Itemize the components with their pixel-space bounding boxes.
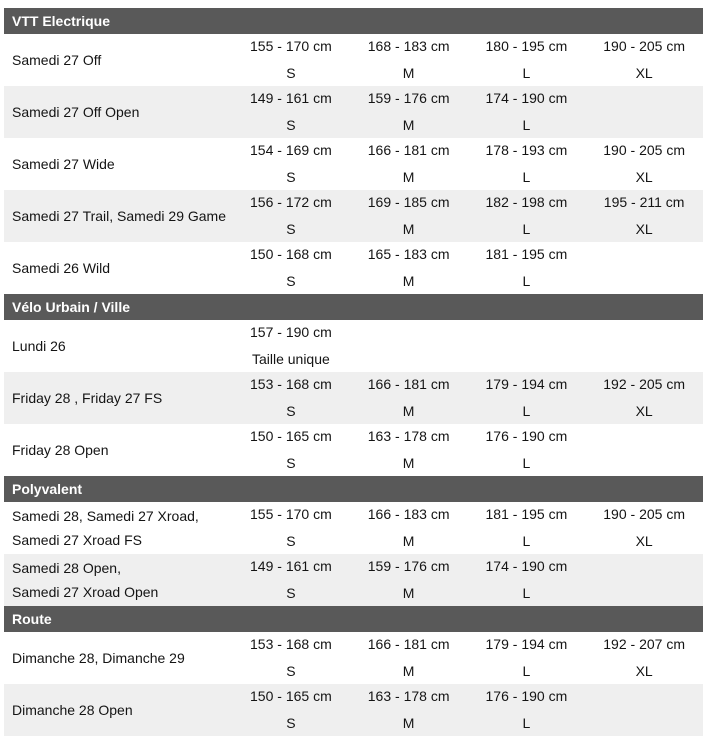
size-label: M [402, 65, 415, 81]
size-cell [350, 372, 468, 424]
height-range: 182 - 198 cm [485, 194, 568, 210]
size-cell [232, 86, 350, 138]
bike-model-name-line: Samedi 27 Off [12, 52, 102, 68]
size-cell [468, 242, 586, 294]
section-title: Polyvalent [12, 481, 83, 497]
size-label: M [402, 403, 415, 419]
size-cell [350, 34, 468, 86]
height-range: 166 - 183 cm [367, 506, 450, 522]
size-cell [468, 34, 586, 86]
height-range: 150 - 165 cm [250, 428, 332, 444]
size-label: S [286, 715, 296, 731]
size-cell [468, 502, 586, 554]
height-range: 176 - 190 cm [485, 428, 568, 444]
table-row [4, 554, 703, 606]
size-cell [585, 684, 703, 736]
size-label: M [402, 715, 415, 731]
size-cell [232, 632, 350, 684]
size-chart-section [4, 294, 703, 476]
size-cell [350, 242, 468, 294]
bike-model-name-line: Samedi 27 Xroad Open [12, 584, 159, 600]
size-cell [468, 138, 586, 190]
size-label: L [522, 117, 531, 133]
size-cell [232, 372, 350, 424]
height-range: 163 - 178 cm [367, 688, 450, 704]
size-label: S [286, 117, 296, 133]
height-range: 157 - 190 cm [250, 324, 332, 340]
size-label: L [522, 585, 531, 601]
size-chart-section [4, 8, 703, 294]
bike-model-name [4, 684, 232, 736]
size-cell [232, 554, 350, 606]
size-label: XL [635, 663, 653, 679]
table-row [4, 138, 703, 190]
size-cell [468, 632, 586, 684]
height-range: 159 - 176 cm [367, 558, 450, 574]
size-cell [468, 684, 586, 736]
bike-model-name-line: Samedi 26 Wild [12, 260, 111, 276]
table-row [4, 372, 703, 424]
bike-model-name-line: Dimanche 28, Dimanche 29 [12, 650, 185, 666]
bike-model-name [4, 424, 232, 476]
bike-model-name [4, 138, 232, 190]
bike-model-name [4, 34, 232, 86]
height-range: 181 - 195 cm [485, 506, 568, 522]
bike-model-name-line: Samedi 28, Samedi 27 Xroad, [12, 508, 199, 524]
size-label: S [286, 221, 296, 237]
section-rows [4, 502, 703, 606]
size-label: M [402, 533, 415, 549]
section-header [4, 476, 703, 502]
size-cell [585, 372, 703, 424]
height-range: 168 - 183 cm [367, 38, 450, 54]
height-range: 154 - 169 cm [250, 142, 332, 158]
height-range: 190 - 205 cm [603, 38, 685, 54]
size-cell [350, 632, 468, 684]
size-cell [585, 138, 703, 190]
size-cell [468, 424, 586, 476]
size-cell [350, 684, 468, 736]
height-range: 174 - 190 cm [485, 90, 568, 106]
size-cell [585, 424, 703, 476]
size-cell [585, 320, 703, 372]
table-row [4, 86, 703, 138]
table-row [4, 424, 703, 476]
height-range: 190 - 205 cm [603, 142, 685, 158]
height-range: 179 - 194 cm [485, 376, 568, 392]
size-label: M [402, 169, 415, 185]
height-range: 159 - 176 cm [367, 90, 450, 106]
size-label: L [522, 715, 531, 731]
bike-model-name [4, 86, 232, 138]
size-chart-section [4, 476, 703, 606]
height-range: 178 - 193 cm [485, 142, 568, 158]
bike-model-name [4, 320, 232, 372]
height-range: 153 - 168 cm [250, 376, 332, 392]
table-row [4, 320, 703, 372]
table-row [4, 684, 703, 736]
height-range: 180 - 195 cm [485, 38, 568, 54]
height-range: 174 - 190 cm [485, 558, 568, 574]
size-cell [585, 242, 703, 294]
height-range: 166 - 181 cm [367, 376, 450, 392]
size-label: L [522, 273, 531, 289]
bike-model-name-line: Samedi 28 Open, [12, 560, 121, 576]
bike-model-name [4, 502, 232, 554]
size-cell [585, 190, 703, 242]
height-range: 166 - 181 cm [367, 636, 450, 652]
size-cell [468, 372, 586, 424]
bike-model-name [4, 190, 232, 242]
section-rows [4, 320, 703, 476]
size-cell [232, 242, 350, 294]
size-label: Taille unique [251, 351, 330, 367]
height-range: 155 - 170 cm [250, 38, 332, 54]
height-range: 155 - 170 cm [250, 506, 332, 522]
size-label: S [286, 455, 296, 471]
table-row [4, 502, 703, 554]
size-cell [350, 554, 468, 606]
size-label: M [402, 585, 415, 601]
section-header [4, 294, 703, 320]
size-cell [468, 554, 586, 606]
table-row [4, 632, 703, 684]
height-range: 176 - 190 cm [485, 688, 568, 704]
size-label: XL [635, 169, 653, 185]
size-cell [585, 502, 703, 554]
size-label: XL [635, 221, 653, 237]
height-range: 192 - 207 cm [603, 636, 685, 652]
bike-model-name-line: Samedi 27 Trail, Samedi 29 Game [12, 208, 226, 224]
section-rows [4, 34, 703, 294]
size-cell [350, 190, 468, 242]
bike-model-name-line: Lundi 26 [12, 338, 66, 354]
height-range: 192 - 205 cm [603, 376, 685, 392]
size-label: XL [635, 65, 653, 81]
size-label: L [522, 455, 531, 471]
size-label: L [522, 169, 531, 185]
height-range: 150 - 168 cm [250, 246, 332, 262]
size-cell [468, 320, 586, 372]
height-range: 156 - 172 cm [250, 194, 332, 210]
section-title: Vélo Urbain / Ville [12, 299, 131, 315]
size-label: S [286, 169, 296, 185]
size-cell [232, 502, 350, 554]
table-row [4, 242, 703, 294]
size-label: M [402, 221, 415, 237]
size-cell [468, 86, 586, 138]
size-label: S [286, 273, 296, 289]
bike-model-name-line: Friday 28 Open [12, 442, 109, 458]
size-cell [585, 86, 703, 138]
size-cell [585, 632, 703, 684]
section-title: VTT Electrique [12, 13, 111, 29]
size-label: S [286, 65, 296, 81]
size-cell [232, 190, 350, 242]
height-range: 165 - 183 cm [367, 246, 450, 262]
bike-model-name-line: Samedi 27 Off Open [12, 104, 140, 120]
size-cell [350, 502, 468, 554]
size-label: L [522, 221, 531, 237]
height-range: 166 - 181 cm [367, 142, 450, 158]
size-cell [232, 424, 350, 476]
height-range: 149 - 161 cm [250, 90, 332, 106]
height-range: 169 - 185 cm [367, 194, 450, 210]
bike-model-name-line: Samedi 27 Xroad FS [12, 532, 142, 548]
section-header [4, 8, 703, 34]
section-title: Route [12, 611, 52, 627]
bike-model-name [4, 632, 232, 684]
size-label: M [402, 273, 415, 289]
size-label: M [402, 117, 415, 133]
size-cell [232, 138, 350, 190]
size-label: M [402, 663, 415, 679]
height-range: 181 - 195 cm [485, 246, 568, 262]
size-cell [350, 424, 468, 476]
size-cell [350, 320, 468, 372]
size-cell [585, 34, 703, 86]
size-chart-section [4, 606, 703, 736]
bike-model-name-line: Samedi 27 Wide [12, 156, 115, 172]
size-label: L [522, 65, 531, 81]
size-cell [232, 320, 350, 372]
height-range: 179 - 194 cm [485, 636, 568, 652]
height-range: 195 - 211 cm [603, 194, 685, 210]
bike-model-name-line: Friday 28 , Friday 27 FS [12, 390, 163, 406]
height-range: 190 - 205 cm [603, 506, 685, 522]
bike-size-chart [4, 8, 703, 736]
bike-model-name [4, 372, 232, 424]
table-row [4, 190, 703, 242]
size-cell [585, 554, 703, 606]
height-range: 150 - 165 cm [250, 688, 332, 704]
size-label: M [402, 455, 415, 471]
bike-model-name [4, 242, 232, 294]
size-label: L [522, 533, 531, 549]
size-label: S [286, 533, 296, 549]
height-range: 163 - 178 cm [367, 428, 450, 444]
size-label: S [286, 585, 296, 601]
bike-model-name [4, 554, 232, 606]
height-range: 153 - 168 cm [250, 636, 332, 652]
size-cell [232, 684, 350, 736]
size-cell [232, 34, 350, 86]
size-label: XL [635, 403, 653, 419]
size-cell [350, 138, 468, 190]
section-header [4, 606, 703, 632]
bike-model-name-line: Dimanche 28 Open [12, 702, 133, 718]
size-cell [468, 190, 586, 242]
size-label: XL [635, 533, 653, 549]
size-label: S [286, 663, 296, 679]
size-label: L [522, 663, 531, 679]
size-label: S [286, 403, 296, 419]
size-cell [350, 86, 468, 138]
table-row [4, 34, 703, 86]
height-range: 149 - 161 cm [250, 558, 332, 574]
size-label: L [522, 403, 531, 419]
section-rows [4, 632, 703, 736]
